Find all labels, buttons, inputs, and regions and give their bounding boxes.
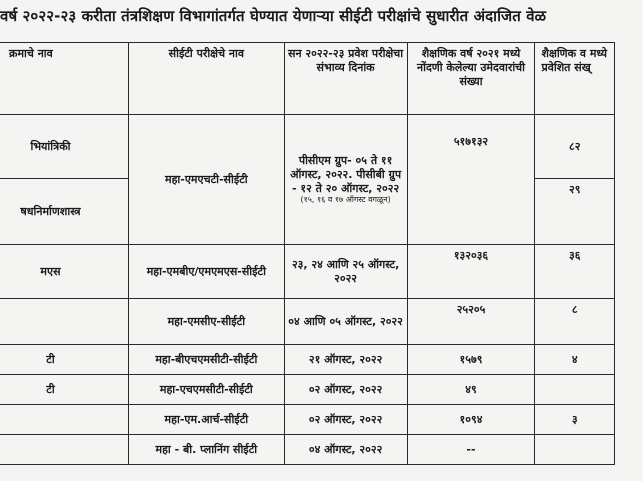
admitted-cell: २९ bbox=[535, 179, 615, 245]
registered-cell: २५२०५ bbox=[407, 299, 535, 345]
cet-cell: महा-एमसीए-सीईटी bbox=[128, 299, 284, 345]
course-cell bbox=[0, 405, 128, 435]
table-row bbox=[0, 375, 615, 405]
date-cell bbox=[284, 115, 407, 245]
table-row bbox=[0, 245, 615, 299]
date-cell: २१ ऑगस्ट, २०२२ bbox=[284, 345, 407, 375]
cet-cell: महा-एम.आर्च-सीईटी bbox=[128, 405, 284, 435]
date-text: पीसीएम ग्रुप- ०५ ते ११ ऑगस्ट, २०२२. पीसीबी ग्रुप - १२ ते २० ऑगस्ट, २०२२ bbox=[290, 154, 402, 195]
table-header-row bbox=[0, 43, 615, 115]
admitted-cell: ४ bbox=[535, 345, 615, 375]
course-cell: टी bbox=[0, 345, 128, 375]
date-cell: ०२ ऑगस्ट, २०२२ bbox=[284, 375, 407, 405]
course-cell: षधनिर्माणशास्त्र bbox=[0, 179, 128, 245]
admitted-cell bbox=[535, 375, 615, 405]
admitted-cell bbox=[535, 435, 615, 465]
header-date: सन २०२२-२३ प्रवेश परीक्षेचा संभाव्य दिनांक bbox=[284, 43, 407, 115]
date-cell: २३, २४ आणि २५ ऑगस्ट, २०२२ bbox=[284, 245, 407, 299]
date-cell: ०४ आणि ०५ ऑगस्ट, २०२२ bbox=[284, 299, 407, 345]
cet-cell: महा-एमएचटी-सीईटी bbox=[128, 115, 284, 245]
header-registered: शैक्षणिक वर्ष २०२१ मध्ये नोंदणी केलेल्या उमेदवारांची संख्या bbox=[407, 43, 535, 115]
table-row bbox=[0, 299, 615, 345]
cet-cell: महा-एचएमसीटी-सीईटी bbox=[128, 375, 284, 405]
table-row bbox=[0, 115, 615, 179]
registered-cell: ४९ bbox=[407, 375, 535, 405]
header-course: क्रमाचे नाव bbox=[0, 43, 128, 115]
course-cell bbox=[0, 299, 128, 345]
page-title: वर्ष २०२२-२३ करीता तंत्रशिक्षण विभागांतर्गत घेण्यात येणाऱ्या सीईटी परीक्षांचे सुधारीत अंदाजित वेळ bbox=[0, 7, 547, 25]
admitted-cell: ८ bbox=[535, 299, 615, 345]
course-cell: टी bbox=[0, 375, 128, 405]
course-cell bbox=[0, 435, 128, 465]
registered-cell: ५१७१३२ bbox=[407, 115, 535, 245]
table-row bbox=[0, 345, 615, 375]
registered-cell: १३२०३६ bbox=[407, 245, 535, 299]
date-note: (१५, १६ व १७ ऑगस्ट वगळून) bbox=[300, 195, 391, 205]
date-cell: ०२ ऑगस्ट, २०२२ bbox=[284, 405, 407, 435]
date-cell: ०४ ऑगस्ट, २०२२ bbox=[284, 435, 407, 465]
table-row bbox=[0, 435, 615, 465]
header-cet: सीईटी परीक्षेचे नाव bbox=[128, 43, 284, 115]
header-admitted: शैक्षणिक व मध्ये प्रवेशित संख् bbox=[535, 43, 615, 115]
cet-cell: महा-बीएचएमसीटी-सीईटी bbox=[128, 345, 284, 375]
admitted-cell: ३ bbox=[535, 405, 615, 435]
cet-schedule-table bbox=[0, 42, 615, 465]
course-cell: भियांत्रिकी bbox=[0, 115, 128, 179]
table-row bbox=[0, 405, 615, 435]
cet-cell: महा - बी. प्लानिंग सीईटी bbox=[128, 435, 284, 465]
registered-cell: १०९४ bbox=[407, 405, 535, 435]
course-cell: मएस bbox=[0, 245, 128, 299]
cet-cell: महा-एमबीए/एमएमएस-सीईटी bbox=[128, 245, 284, 299]
registered-cell: १५७९ bbox=[407, 345, 535, 375]
admitted-cell: ३६ bbox=[535, 245, 615, 299]
registered-cell: -- bbox=[407, 435, 535, 465]
admitted-cell: ८२ bbox=[535, 115, 615, 179]
